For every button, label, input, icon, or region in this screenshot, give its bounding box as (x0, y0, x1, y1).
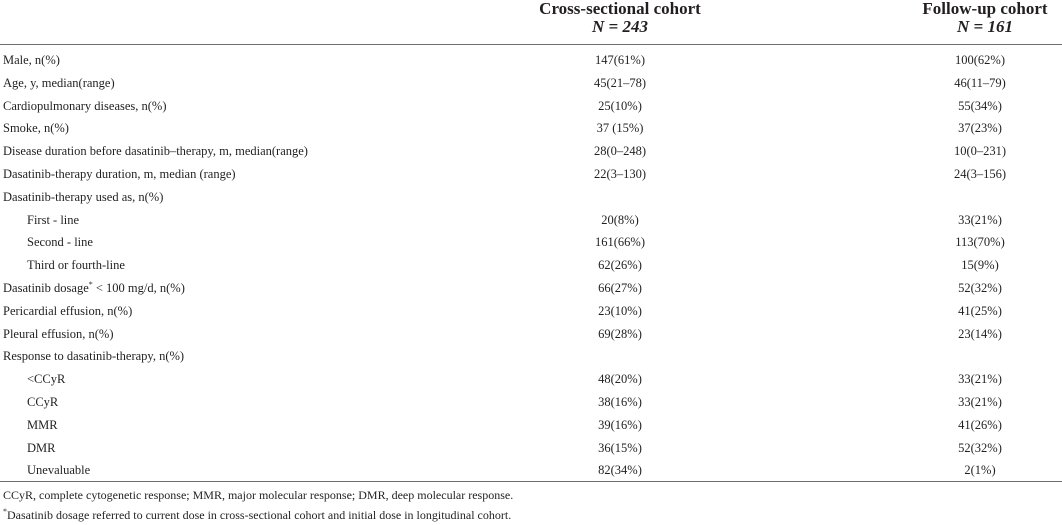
cross-sectional-value: 45(21–78) (593, 75, 647, 90)
follow-up-value: 33(21%) (958, 212, 1002, 227)
row-label: Dasatinib-therapy used as, n(%) (3, 189, 164, 204)
cross-sectional-value: 28(0–248) (593, 144, 647, 159)
row-label-text: Dasatinib dosage (3, 280, 89, 295)
cross-sectional-value: 161(66%) (595, 235, 645, 250)
footnote-marker: * (88, 279, 93, 289)
follow-up-value: 113(70%) (955, 235, 1005, 250)
header-cross-sectional-title: Cross-sectional cohort (539, 0, 701, 18)
cross-sectional-value: 37 (15%) (596, 121, 644, 136)
row-label: Disease duration before dasatinib–therapy, m, median(range) (3, 144, 308, 159)
table-bottom-rule (0, 481, 1062, 482)
row-label: DMR (27, 440, 56, 455)
row-label: Second - line (27, 235, 93, 250)
table-row (0, 437, 1062, 460)
cross-sectional-value: 82(34%) (598, 463, 642, 478)
table-row (0, 186, 1062, 209)
cross-sectional-value: 25(10%) (598, 98, 642, 113)
table-row (0, 209, 1062, 232)
row-label: CCyR (27, 394, 59, 409)
follow-up-value: 55(34%) (958, 98, 1002, 113)
table-row (0, 300, 1062, 323)
follow-up-value: 2(1%) (964, 463, 996, 478)
row-label: <CCyR (27, 372, 66, 387)
follow-up-value: 15(9%) (961, 258, 999, 273)
header-follow-up-title: Follow-up cohort (922, 0, 1048, 18)
table-row (0, 323, 1062, 346)
follow-up-value: 41(26%) (958, 417, 1002, 432)
follow-up-value: 52(32%) (958, 440, 1002, 455)
table-body (0, 49, 1062, 482)
dosage-footnote-text: Dasatinib dosage referred to current dose in cross-sectional cohort and initial dose in longitudinal cohort. (7, 508, 512, 522)
follow-up-value: 52(32%) (958, 280, 1002, 295)
abbreviations-footnote: CCyR, complete cytogenetic response; MMR, major molecular response; DMR, deep molecular response. (3, 488, 514, 502)
cross-sectional-value: 62(26%) (598, 258, 642, 273)
footnote-marker: * (3, 507, 7, 516)
row-label: Male, n(%) (3, 53, 60, 67)
table-row (0, 459, 1062, 482)
follow-up-value: 33(21%) (958, 394, 1002, 409)
cross-sectional-value: 66(27%) (598, 280, 642, 295)
cross-sectional-value: 69(28%) (598, 326, 642, 341)
follow-up-value: 100(62%) (955, 53, 1005, 67)
table-row (0, 254, 1062, 277)
row-label: Age, y, median(range) (3, 75, 115, 90)
table-header (0, 0, 1062, 45)
cross-sectional-value: 22(3–130) (593, 166, 647, 181)
table-row (0, 277, 1062, 300)
cross-sectional-value: 23(10%) (598, 303, 642, 318)
cross-sectional-value: 36(15%) (598, 440, 642, 455)
table-row (0, 368, 1062, 391)
cross-sectional-value: 48(20%) (598, 372, 642, 387)
follow-up-value: 37(23%) (958, 121, 1002, 136)
follow-up-value: 24(3–156) (953, 166, 1007, 181)
table-row (0, 117, 1062, 140)
row-label (3, 277, 185, 300)
follow-up-value: 10(0–231) (953, 144, 1007, 159)
cross-sectional-value: 38(16%) (598, 394, 642, 409)
row-label: Response to dasatinib-therapy, n(%) (3, 349, 185, 364)
header-follow-up-n: N = 161 (957, 17, 1013, 36)
table-row (0, 414, 1062, 437)
row-label: Pleural effusion, n(%) (3, 326, 114, 341)
dosage-footnote (3, 505, 513, 525)
table-row (0, 231, 1062, 254)
header-cross-sectional (470, 0, 770, 36)
table-row (0, 140, 1062, 163)
follow-up-value: 23(14%) (958, 326, 1002, 341)
table-row (0, 391, 1062, 414)
row-label: Cardiopulmonary diseases, n(%) (3, 98, 167, 113)
row-label: Smoke, n(%) (3, 121, 69, 136)
table-row (0, 163, 1062, 186)
row-label: Third or fourth-line (27, 258, 125, 273)
row-label: Dasatinib-therapy duration, m, median (range) (3, 166, 236, 181)
cross-sectional-value: 20(8%) (601, 212, 639, 227)
follow-up-value: 33(21%) (958, 372, 1002, 387)
follow-up-value: 41(25%) (958, 303, 1002, 318)
row-label: First - line (27, 212, 80, 227)
table-footnotes (3, 485, 513, 525)
table-row (0, 95, 1062, 118)
table-row (0, 49, 1062, 72)
follow-up-value: 46(11–79) (954, 75, 1006, 90)
cross-sectional-value: 39(16%) (598, 417, 642, 432)
header-follow-up (835, 0, 1062, 36)
row-label: MMR (27, 417, 58, 432)
row-label-text-rest: < 100 mg/d, n(%) (92, 280, 185, 295)
row-label: Unevaluable (27, 463, 91, 478)
table-row (0, 72, 1062, 95)
cross-sectional-value: 147(61%) (595, 53, 645, 67)
row-label: Pericardial effusion, n(%) (3, 303, 133, 318)
table-row (0, 345, 1062, 368)
header-cross-sectional-n: N = 243 (592, 17, 648, 36)
